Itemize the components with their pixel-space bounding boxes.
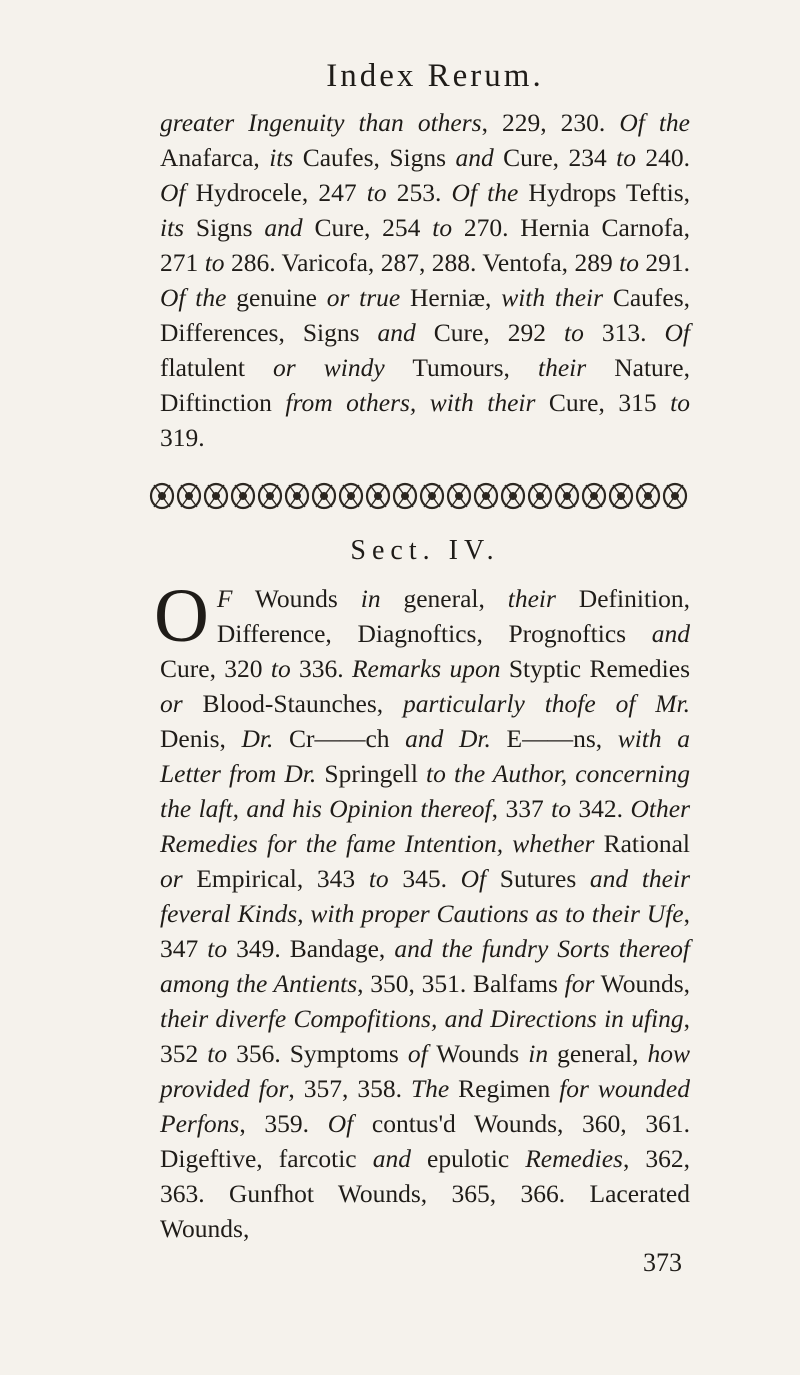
text-run: Caufes, Differences, Signs [160, 283, 690, 347]
text-run: and [372, 1144, 411, 1173]
text-run: or windy [273, 353, 385, 382]
text-run: Cure, 254 [302, 213, 433, 242]
text-run: Cr——ch [273, 724, 406, 753]
text-run: Other Remedies for the fame Intention, whether [160, 794, 690, 858]
text-run: Empirical, 343 [182, 864, 369, 893]
text-run: Caufes, Signs [293, 143, 456, 172]
text-run: Of [327, 1109, 354, 1138]
drop-cap: O [154, 574, 209, 658]
text-run: particularly thofe of Mr. [403, 689, 690, 718]
text-run: Hydrocele, 247 [185, 178, 367, 207]
text-run: their [537, 353, 587, 382]
text-run: and [651, 619, 690, 648]
text-run: Styptic Remedies [500, 654, 691, 683]
text-run: general, [380, 584, 508, 613]
text-run: Cure, 315 [535, 388, 671, 417]
text-run: Tumours, [384, 353, 538, 382]
text-run: of [407, 1039, 428, 1068]
running-head: Index Rerum. [326, 58, 544, 94]
text-run: genuine [226, 283, 327, 312]
text-run: their diverfe Compofitions, and Directions in ufing [160, 1004, 684, 1033]
text-run: in [528, 1039, 549, 1068]
text-run: , 357, 358. [288, 1074, 411, 1103]
text-run: to [564, 318, 584, 347]
text-run: from others, with their [285, 388, 536, 417]
ornamental-border-icon [148, 481, 688, 511]
text-run: 313. [583, 318, 665, 347]
text-run: to [207, 934, 228, 963]
text-run: with their [501, 283, 604, 312]
text-run: Of [160, 178, 186, 207]
text-run: 240. [635, 143, 691, 172]
text-run: and Dr. [405, 724, 491, 753]
text-run: Wounds [232, 584, 361, 613]
text-run: Of the [451, 178, 519, 207]
text-run: to the Author, concerning the laft, and his Opinion thereof [160, 759, 691, 823]
text-run: to [551, 794, 571, 823]
catchword: 373 [643, 1248, 682, 1277]
text-run: and their feveral Kinds, with proper Cautions as to their Ufe [160, 864, 690, 928]
text-run: epulotic [410, 1144, 526, 1173]
text-run: 345. [388, 864, 461, 893]
text-run: 270. Hernia Carnofa, 271 [160, 213, 690, 277]
text-run: to [616, 143, 636, 172]
text-run: for wounded Perfons [160, 1074, 690, 1138]
text-run: to [368, 864, 389, 893]
text-run: how provided for [160, 1039, 691, 1103]
text-run: 336. [290, 654, 352, 683]
text-run: , 359. [239, 1109, 328, 1138]
text-run: , 337 [491, 794, 552, 823]
text-run: Hydrops Teftis, [518, 178, 690, 207]
text-run: greater Ingenuity than others [160, 108, 482, 137]
text-run: Wounds, [594, 969, 690, 998]
text-run: to [366, 178, 387, 207]
text-run: Rational [594, 829, 690, 858]
text-run: to [207, 1039, 228, 1068]
text-run: to [270, 654, 291, 683]
sect-iv-text [160, 584, 690, 1243]
text-run: and [455, 143, 494, 172]
text-run: with a Letter from Dr. [160, 724, 690, 788]
text-run: Cure, 234 [493, 143, 617, 172]
text-run: or [160, 864, 183, 893]
text-run: Wounds [427, 1039, 529, 1068]
text-run: to [619, 248, 639, 277]
index-paragraph-sect-iv [154, 574, 691, 1246]
text-run: Signs [184, 213, 265, 242]
text-run: for [564, 969, 595, 998]
text-run: and [377, 318, 416, 347]
text-run: , 362, 363. Gunfhot Wounds, 365, 366. Lacerated Wounds, [160, 1144, 691, 1243]
text-run: contus'd Wounds, 360, 361. Digeftive, farcotic [160, 1109, 690, 1173]
text-run: Of [664, 318, 690, 347]
index-paragraph-sect-iii [160, 105, 690, 455]
text-run: Definition, Difference, Diagnoftics, Prognoftics [216, 584, 690, 648]
text-run: general, [548, 1039, 648, 1068]
text-run: or true [326, 283, 401, 312]
text-run: , 229, 230. [481, 108, 620, 137]
text-run: in [360, 584, 381, 613]
text-run: its [269, 143, 294, 172]
text-run: 356. Symptoms [227, 1039, 408, 1068]
text-run: and the fundry Sorts thereof among the Antients [160, 934, 690, 998]
text-run: 286. Varicofa, 287, 288. Ventofa, 289 [224, 248, 620, 277]
text-run: The [410, 1074, 450, 1103]
text-run: Regimen [449, 1074, 560, 1103]
text-run: their [507, 584, 556, 613]
text-run: Nature, Diftinction [160, 353, 690, 417]
text-run: its [160, 213, 185, 242]
text-run: to [432, 213, 453, 242]
text-run: , 352 [160, 1004, 690, 1068]
text-run: Anafarca, [160, 143, 270, 172]
text-run: Of the [160, 283, 227, 312]
text-run: Springell [316, 759, 427, 788]
text-run: Cure, 292 [415, 318, 565, 347]
text-run: Sutures [486, 864, 590, 893]
text-run: F [216, 584, 233, 613]
text-run: 319. [160, 423, 205, 452]
text-run: flatulent [160, 353, 274, 382]
text-run: Of [460, 864, 487, 893]
text-run: or [160, 689, 183, 718]
text-run: 342. [570, 794, 631, 823]
text-run: Cure, 320 [160, 654, 271, 683]
section-title: Sect. IV. [350, 535, 500, 566]
text-run: and [264, 213, 303, 242]
text-run: Herniæ, [400, 283, 502, 312]
text-run: Remedies [525, 1144, 623, 1173]
text-run: to [670, 388, 690, 417]
text-run: E——ns, [490, 724, 618, 753]
text-run: to [204, 248, 225, 277]
text-run: Remarks upon [351, 654, 501, 683]
text-run: , 350, 351. Balfams [357, 969, 565, 998]
text-run: 291. [638, 248, 691, 277]
text-run: Blood-Staunches, [182, 689, 404, 718]
text-run: , 347 [160, 899, 690, 963]
text-run: Denis, [160, 724, 242, 753]
text-run: 253. [386, 178, 452, 207]
text-run: Dr. [241, 724, 274, 753]
text-run: Of the [619, 108, 690, 137]
text-run: 349. Bandage, [227, 934, 395, 963]
